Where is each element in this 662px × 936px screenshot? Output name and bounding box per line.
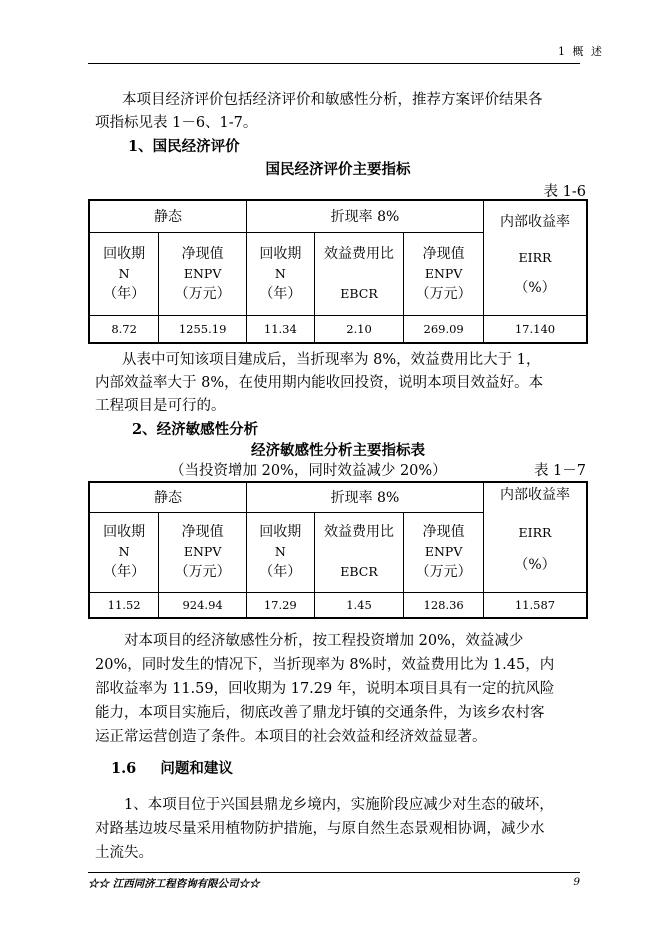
table2-col-payback2 (246, 512, 314, 592)
footer-company: ☆☆ 江西同济工程咨询有限公司☆☆ (88, 878, 260, 890)
table1-cell: 269.09 (404, 315, 484, 343)
table2-col-npv-abbr: ENPV (183, 544, 222, 559)
table2-col-payback2-abbr: N (274, 544, 286, 559)
table1-cell: 1255.19 (159, 315, 247, 343)
after1-line-3: 工程项目是可行的。 (95, 398, 226, 414)
table1-col-npv (159, 232, 247, 315)
table1-col-payback2-name: 回收期 (259, 245, 302, 262)
table1-col-npv2 (404, 232, 484, 315)
table2-irr-label: 内部收益率 (499, 487, 570, 503)
table1-irr-abbr: EIRR (518, 249, 552, 265)
table1 (88, 199, 588, 344)
chapter-header: 1 概 述 (558, 45, 604, 58)
table1-cell: 11.34 (246, 315, 314, 343)
table2-col-payback (89, 512, 159, 592)
table2-col-npv2-abbr: ENPV (424, 544, 463, 559)
table1-col-npv-abbr: ENPV (183, 265, 222, 281)
intro-line-1: 本项目经济评价包括经济评价和敏感性分析，推荐方案评价结果各 (122, 92, 543, 108)
table2-col-npv2 (404, 512, 484, 592)
after2-line-5: 运正常运营创造了条件。本项目的社会效益和经济效益显著。 (95, 729, 487, 745)
table2-cell: 11.52 (89, 592, 159, 618)
table1-col-payback2 (246, 232, 314, 315)
table2-title: 经济敏感性分析主要指标表 (251, 442, 425, 459)
table2-col-payback-name: 回收期 (103, 524, 146, 540)
table1-col-bcr-abbr: EBCR (340, 285, 378, 301)
table1-col-payback2-abbr: N (274, 265, 286, 281)
table2-irr-unit: （%） (514, 557, 556, 573)
header-rule (88, 63, 580, 64)
table2 (88, 481, 588, 619)
table2-cell: 17.29 (246, 592, 314, 618)
table2-group-discount: 折现率 8% (246, 482, 483, 512)
table1-number: 表 1-6 (543, 184, 586, 200)
after1-line-1: 从表中可知该项目建成后，当折现率为 8%，效益费用比大于 1， (122, 352, 541, 368)
table2-col-payback-unit: （年） (103, 564, 146, 580)
table2-col-npv (159, 512, 247, 592)
suggest-line-1: 1、本项目位于兴国县鼎龙乡境内，实施阶段应减少对生态的破坏， (124, 797, 554, 813)
table1-group-static: 静态 (89, 200, 246, 232)
section-number: 1.6 (111, 760, 137, 777)
table1-cell: 2.10 (314, 315, 404, 343)
table1-col-bcr (314, 232, 404, 315)
after2-line-1: 对本项目的经济敏感性分析，按工程投资增加 20%，效益减少 (124, 633, 524, 649)
table2-irr-abbr: EIRR (518, 525, 552, 540)
table1-col-payback-abbr: N (118, 265, 130, 281)
table1-col-npv-unit: （万元） (174, 285, 231, 302)
table2-col-npv-name: 净现值 (181, 524, 224, 540)
table1-col-npv2-name: 净现值 (422, 245, 465, 262)
after2-line-2: 20%，同时发生的情况下，当折现率为 8%时，效益费用比为 1.45，内 (95, 657, 555, 673)
table2-col-payback-abbr: N (118, 544, 130, 559)
table1-row (89, 315, 587, 343)
page-number: 9 (573, 876, 580, 888)
section-heading-1-6 (111, 757, 233, 780)
table2-cell: 11.587 (483, 592, 587, 618)
table2-col-bcr (314, 512, 404, 592)
footer-rule (88, 872, 580, 873)
table2-subtitle: （当投资增加 20%，同时效益减少 20%） (170, 463, 447, 479)
table2-cell: 1.45 (314, 592, 404, 618)
table1-col-payback-name: 回收期 (103, 245, 146, 262)
table1-group-discount: 折现率 8% (246, 200, 483, 232)
table2-cell: 128.36 (404, 592, 484, 618)
table2-cell: 924.94 (159, 592, 247, 618)
table2-group-irr (483, 482, 587, 592)
table1-group-irr (483, 200, 587, 315)
intro-line-2: 项指标见表 1－6、1-7。 (95, 115, 258, 131)
section-title-1: 1、国民经济评价 (128, 138, 240, 155)
table2-col-npv-unit: （万元） (174, 564, 231, 580)
table1-irr-unit: （%） (514, 279, 556, 296)
table1-irr-label: 内部收益率 (499, 213, 570, 230)
section-title-2: 2、经济敏感性分析 (132, 421, 259, 438)
table1-col-payback-unit: （年） (103, 285, 146, 302)
after2-line-4: 能力，本项目实施后，彻底改善了鼎龙圩镇的交通条件，为该乡农村客 (95, 705, 545, 721)
table1-col-npv2-abbr: ENPV (424, 265, 463, 281)
table1-title: 国民经济评价主要指标 (265, 161, 411, 178)
section-heading-text: 问题和建议 (160, 760, 233, 777)
table2-col-payback2-unit: （年） (259, 564, 302, 580)
table1-cell: 17.140 (483, 315, 587, 343)
table2-group-static: 静态 (89, 482, 246, 512)
suggest-line-3: 土流失。 (95, 845, 153, 861)
after1-line-2: 内部效益率大于 8%，在使用期内能收回投资，说明本项目效益好。本 (95, 375, 544, 391)
table1-col-bcr-name: 效益费用比 (324, 245, 395, 262)
table2-number: 表 1－7 (533, 463, 586, 479)
after2-line-3: 部收益率为 11.59，回收期为 17.29 年，说明本项目具有一定的抗风险 (95, 681, 555, 697)
table2-col-bcr-name: 效益费用比 (323, 524, 394, 540)
table2-col-npv2-name: 净现值 (422, 524, 465, 540)
suggest-line-2: 对路基边坡尽量采用植物防护措施，与原自然生态景观相协调，减少水 (95, 821, 545, 837)
table2-row (89, 592, 587, 618)
table2-col-payback2-name: 回收期 (259, 524, 302, 540)
table2-col-bcr-abbr: EBCR (340, 564, 378, 579)
table1-col-npv-name: 净现值 (181, 245, 224, 262)
table1-col-payback (89, 232, 159, 315)
table1-col-payback2-unit: （年） (259, 285, 302, 302)
table2-col-npv2-unit: （万元） (415, 564, 472, 580)
table1-cell: 8.72 (89, 315, 159, 343)
table1-col-npv2-unit: （万元） (415, 285, 472, 302)
